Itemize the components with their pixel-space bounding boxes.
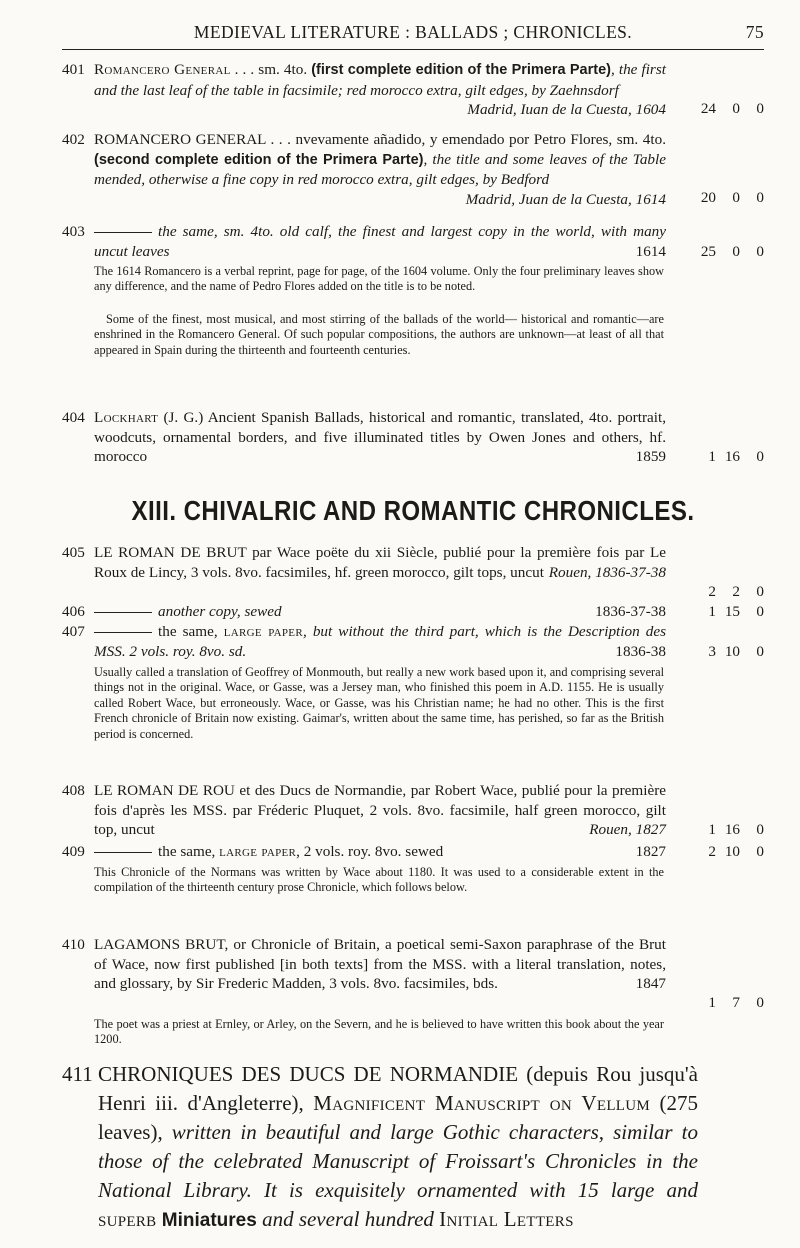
entry-description: [94, 222, 666, 261]
price-pounds: 3: [708, 643, 716, 660]
entry-description: [94, 130, 666, 209]
entry-number: 410: [62, 936, 85, 953]
entry-number: 411: [62, 1062, 93, 1086]
entry-superb: superb: [98, 1207, 157, 1231]
entry-text-italic: , but without the third part, which is the Description des MSS. 2 vols. roy. 8vo. sd.: [94, 623, 666, 660]
price-pence: 0: [756, 583, 764, 600]
catalogue-entry-406: [62, 602, 764, 622]
catalogue-entry-402: [62, 130, 764, 212]
entry-text-italic: written in beautiful and large Gothic characters, similar to those of the celebrated Manuscript of Froissart's Chronicles in the National Library. It is exquisitely ornamented with 15 large and: [98, 1120, 698, 1202]
running-title: MEDIEVAL LITERATURE : BALLADS ; CHRONICLES.: [193, 22, 633, 42]
entry-number: 402: [62, 131, 85, 148]
entry-imprint: Madrid, Juan de la Cuesta, 1614: [465, 190, 666, 208]
entry-title: Romancero General: [94, 61, 231, 78]
entry-text: LE ROMAN DE BRUT par Wace poëte du xii Siècle, publié pour la première fois par Le Roux de Lincy, 3 vols. 8vo. facsimiles, hf. green morocco, gilt tops, uncut: [94, 544, 666, 581]
price-pence: 0: [756, 603, 764, 620]
entry-imprint: Madrid, Iuan de la Cuesta, 1604: [467, 101, 666, 118]
entry-price: [692, 820, 764, 840]
price-shillings: 0: [732, 100, 740, 117]
catalogue-entry-411: [62, 1060, 764, 1240]
entry-price: [692, 993, 764, 1013]
entry-description: [94, 781, 666, 840]
entry-manuscript: Magnificent Manuscript on Vellum: [313, 1091, 651, 1115]
ditto-dash: [94, 852, 152, 853]
entry-large-paper: large paper: [223, 623, 303, 640]
entry-note: Usually called a translation of Geoffrey of Monmouth, but really a new work based upon it, and comprising several things not in the original. Wace, or Gasse, was a Jersey man, who finished this poem in A.D. 1155. He is usually called Robert Wace, but erroneously. Wace, or Gasse, was his Christian name; he had no other. This is the first French chronicle of Britain now existing. Gaimar's, written about the same time, has perished, so far as the British period is concerned.: [94, 665, 664, 741]
entry-date: 1836-37-38: [595, 603, 666, 620]
entry-description: [98, 1060, 698, 1235]
entry-price: [692, 582, 764, 602]
price-shillings: 10: [724, 643, 740, 660]
entry-date: 1859: [635, 448, 666, 465]
price-shillings: 0: [732, 189, 740, 206]
price-shillings: 10: [724, 843, 740, 860]
entry-highlight: (first complete edition of the Primera Parte): [311, 62, 611, 78]
entry-number: 406: [62, 603, 85, 620]
entry-binding: , the title and some leaves of the Table mended, otherwise a fine copy in red morocco extra, gilt edges, by Bedford: [94, 150, 666, 188]
price-pounds: 1: [708, 448, 716, 465]
catalogue-entry-409: [62, 842, 764, 922]
entry-note: The poet was a priest at Ernley, or Arley, on the Severn, and he is believed to have written this book about the year 1200.: [94, 1017, 664, 1047]
entry-large-paper: large paper: [219, 843, 297, 860]
price-pounds: 2: [708, 583, 716, 600]
entry-leaves: (275 leaves),: [98, 1091, 698, 1144]
entry-price: [692, 447, 764, 467]
price-shillings: 15: [724, 603, 740, 620]
entry-number: 403: [62, 223, 85, 240]
price-pounds: 1: [708, 821, 716, 838]
entry-title: ROMANCERO GENERAL: [94, 131, 266, 148]
price-pounds: 2: [708, 843, 716, 860]
entry-imprint: Rouen, 1836-37-38: [548, 563, 666, 581]
entry-number: 401: [62, 61, 85, 78]
catalogue-entry-407: [62, 622, 764, 782]
entry-format: . . . sm. 4to.: [230, 61, 312, 78]
entry-imprint: Rouen, 1827: [589, 821, 666, 838]
price-pence: 0: [756, 243, 764, 260]
price-pence: 0: [756, 448, 764, 465]
price-shillings: 7: [732, 994, 740, 1011]
entry-description: [94, 408, 666, 467]
entry-note: Some of the finest, most musical, and most stirring of the ballads of the world— historical and romantic—are enshrined in the Romancero General. Of such popular compositions, the authors are unknown—at least of all that appeared in Spain during the thirteenth and fourteenth centuries.: [94, 312, 664, 357]
entry-number: 405: [62, 544, 85, 561]
price-shillings: 2: [732, 583, 740, 600]
price-pence: 0: [756, 189, 764, 206]
price-pounds: 20: [700, 189, 716, 206]
price-shillings: 0: [732, 243, 740, 260]
entry-price: [692, 99, 764, 119]
entry-price: [692, 188, 764, 208]
entry-text: CHRONIQUES DES DUCS DE NORMANDIE (depuis Rou jusqu'à Henri iii. d'Angleterre),: [98, 1062, 698, 1115]
ditto-dash: [94, 232, 152, 233]
price-pounds: 25: [700, 243, 716, 260]
catalogue-entry-410: [62, 935, 764, 1053]
entry-text: LAGAMONS BRUT, or Chronicle of Britain, a poetical semi-Saxon paraphrase of the Brut of Wace, now first published [in both texts] from the MSS. with a literal translation, notes, and glossary, by Sir Frederic Madden, 3 vols. 8vo. facsimiles, bds.: [94, 936, 666, 992]
entry-binding: , the first and the last leaf of the table in facsimile; red morocco extra, gilt edges, by Zaehnsdorf: [94, 61, 666, 99]
price-pounds: 24: [700, 100, 716, 117]
entry-format: . . . nvevamente añadido, y emendado por Petro Flores, sm. 4to.: [265, 131, 666, 148]
running-head: [62, 22, 764, 46]
entry-description: [94, 543, 666, 582]
entry-description: [94, 60, 666, 120]
price-shillings: 16: [724, 448, 740, 465]
price-pence: 0: [756, 843, 764, 860]
entry-description: [94, 602, 666, 622]
entry-note: The 1614 Romancero is a verbal reprint, page for page, of the 1604 volume. Only the four preliminary leaves show any difference, and the name of Pedro Flores added on the title is to be noted.: [94, 264, 664, 294]
entry-text-tail: , 2 vols. roy. 8vo. sewed: [296, 843, 444, 860]
entry-text: (J. G.) Ancient Spanish Ballads, historical and romantic, translated, 4to. portrait, woodcuts, ornamental borders, and five illuminated titles by Owen Jones and others, hf. morocco: [94, 409, 666, 465]
section-heading: XIII. CHIVALRIC AND ROMANTIC CHRONICLES.: [131, 495, 695, 526]
entry-number: 409: [62, 843, 85, 860]
header-rule: [62, 49, 764, 50]
catalogue-entry-404: [62, 408, 764, 472]
entry-text-italic-2: and several hundred: [256, 1207, 440, 1231]
entry-text: the same,: [158, 843, 220, 860]
price-pence: 0: [756, 821, 764, 838]
entry-price: [692, 842, 764, 862]
entry-text: another copy, sewed: [158, 603, 282, 620]
price-pence: 0: [756, 643, 764, 660]
price-pence: 0: [756, 994, 764, 1011]
entry-note: This Chronicle of the Normans was written by Wace about 1180. It was used to a considerable extent in the compilation of the thirteenth century prose Chronicle, which follows below.: [94, 865, 664, 895]
entry-date: 1614: [635, 242, 666, 260]
catalogue-entry-403: [62, 222, 764, 422]
ditto-dash: [94, 612, 152, 613]
entry-price: [692, 642, 764, 662]
entry-number: 407: [62, 623, 85, 640]
entry-number: 408: [62, 782, 85, 799]
price-shillings: 16: [724, 821, 740, 838]
entry-text: LE ROMAN DE ROU et des Ducs de Normandie, par Robert Wace, publié pour la première fois d'après les MSS. par Fréderic Pluquet, 2 vols. 8vo. facsimile, half green morocco, gilt top, uncut: [94, 782, 666, 838]
entry-highlight: (second complete edition of the Primera Parte): [94, 151, 424, 168]
entry-description: [94, 935, 666, 994]
price-pounds: 1: [708, 603, 716, 620]
page-number: 75: [745, 22, 764, 42]
price-pounds: 1: [708, 994, 716, 1011]
entry-price: [692, 242, 764, 262]
entry-date: 1836-38: [615, 642, 666, 660]
entry-price: [692, 602, 764, 622]
entry-text: the same,: [158, 623, 224, 640]
entry-date: 1847: [635, 975, 666, 992]
entry-number: 404: [62, 409, 85, 426]
entry-description: [94, 622, 666, 661]
catalogue-entry-401: [62, 60, 764, 122]
entry-title: Lockhart: [94, 409, 159, 426]
entry-description: [94, 842, 666, 862]
catalogue-entry-405: [62, 543, 764, 605]
entry-text: the same, sm. 4to. old calf, the finest and largest copy in the world, with many uncut leaves: [94, 223, 666, 260]
entry-date: 1827: [635, 843, 666, 860]
entry-initial-letters: Initial Letters: [439, 1207, 574, 1231]
catalogue-entry-408: [62, 781, 764, 843]
entry-miniatures: Miniatures: [156, 1210, 257, 1231]
price-pence: 0: [756, 100, 764, 117]
ditto-dash: [94, 632, 152, 633]
